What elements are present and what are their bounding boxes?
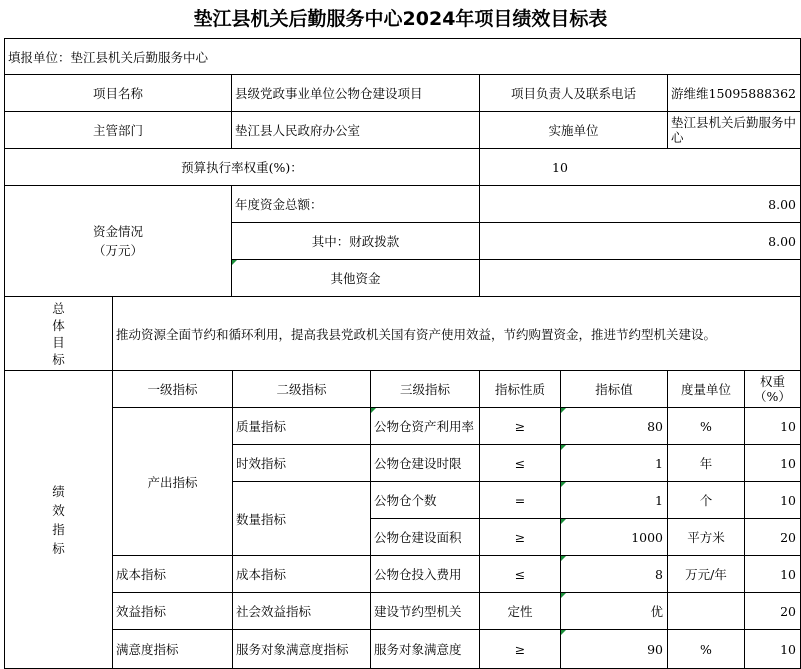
header-value: 指标值 (561, 371, 668, 408)
funds-other-value (480, 260, 801, 297)
impl-value: 垫江县机关后勤服务中心 (668, 112, 801, 149)
goal-label-char: 体 (52, 317, 65, 333)
indicator-value: 1 (561, 445, 668, 482)
indicator-unit: 平方米 (668, 519, 745, 556)
page-title: 垫江县机关后勤服务中心2024年项目绩效目标表 (193, 8, 608, 30)
indicator-unit: % (668, 630, 745, 669)
group-time: 时效指标 (233, 445, 371, 482)
header-level2: 二级指标 (233, 371, 371, 408)
indicator-value: 80 (561, 408, 668, 445)
funds-label-line2: （万元） (92, 243, 143, 258)
indicator-nature: ≥ (480, 630, 561, 669)
owner-value: 游维维15095888362 (668, 75, 801, 112)
header-unit: 度量单位 (668, 371, 745, 408)
funds-total-value: 8.00 (480, 186, 801, 223)
funds-fiscal-label: 其中：财政拨款 (232, 223, 480, 260)
goal-label (4, 297, 113, 371)
indicator-nature: ≥ (480, 519, 561, 556)
indicator-weight: 10 (745, 445, 801, 482)
header-weight: 权重（%） (745, 371, 801, 408)
group-output: 产出指标 (113, 408, 233, 556)
perf-label-char: 效 (52, 502, 65, 518)
indicator-name: 公物仓资产利用率 (371, 408, 480, 445)
group-quality: 质量指标 (233, 408, 371, 445)
budget-weight-value (480, 149, 801, 186)
indicator-nature: ≥ (480, 408, 561, 445)
funds-total-label: 年度资金总额： (232, 186, 480, 223)
group-satisfaction-level2: 服务对象满意度指标 (233, 630, 371, 669)
funds-other-label: 其他资金 (232, 260, 480, 297)
reporting-unit: 填报单位：垫江县机关后勤服务中心 (4, 38, 801, 75)
indicator-weight: 10 (745, 408, 801, 445)
indicator-unit: 个 (668, 482, 745, 519)
goal-label-char: 标 (52, 351, 65, 367)
impl-label: 实施单位 (480, 112, 668, 149)
indicator-weight: 20 (745, 593, 801, 630)
funds-label (4, 186, 232, 297)
indicator-name: 公物仓个数 (371, 482, 480, 519)
group-cost-level2: 成本指标 (233, 556, 371, 593)
group-satisfaction-level1: 满意度指标 (113, 630, 233, 669)
perf-label (4, 371, 113, 669)
indicator-value: 优 (561, 593, 668, 630)
budget-weight-number: 10 (552, 159, 568, 175)
dept-value: 垫江县人民政府办公室 (232, 112, 480, 149)
goal-label-char: 目 (52, 334, 65, 350)
indicator-weight: 10 (745, 630, 801, 669)
indicator-nature: = (480, 482, 561, 519)
indicator-name: 公物仓建设时限 (371, 445, 480, 482)
indicator-name: 建设节约型机关 (371, 593, 480, 630)
group-benefit-level2: 社会效益指标 (233, 593, 371, 630)
header-level1: 一级指标 (113, 371, 233, 408)
indicator-name: 公物仓建设面积 (371, 519, 480, 556)
indicator-unit: 万元/年 (668, 556, 745, 593)
indicator-unit (668, 593, 745, 630)
perf-label-char: 绩 (52, 483, 65, 499)
indicator-nature: ≤ (480, 445, 561, 482)
indicator-name: 服务对象满意度 (371, 630, 480, 669)
budget-weight-label: 预算执行率权重(%)： (4, 149, 480, 186)
funds-label-line1: 资金情况 (92, 224, 143, 239)
goal-label-char: 总 (52, 300, 65, 316)
goal-text: 推动资源全面节约和循环利用，提高我县党政机关国有资产使用效益，节约购置资金，推进节约型机关建设。 (113, 297, 801, 371)
group-quantity: 数量指标 (233, 482, 371, 556)
funds-fiscal-value: 8.00 (480, 223, 801, 260)
indicator-value: 1000 (561, 519, 668, 556)
indicator-value: 1 (561, 482, 668, 519)
project-name-value: 县级党政事业单位公物仓建设项目 (232, 75, 480, 112)
header-nature: 指标性质 (480, 371, 561, 408)
indicator-weight: 10 (745, 482, 801, 519)
group-cost-level1: 成本指标 (113, 556, 233, 593)
indicator-nature: ≤ (480, 556, 561, 593)
project-name-label: 项目名称 (4, 75, 232, 112)
indicator-unit: % (668, 408, 745, 445)
group-benefit-level1: 效益指标 (113, 593, 233, 630)
header-level3: 三级指标 (371, 371, 480, 408)
indicator-name: 公物仓投入费用 (371, 556, 480, 593)
indicator-nature: 定性 (480, 593, 561, 630)
indicator-weight: 20 (745, 519, 801, 556)
indicator-value: 90 (561, 630, 668, 669)
indicator-weight: 10 (745, 556, 801, 593)
indicator-unit: 年 (668, 445, 745, 482)
dept-label: 主管部门 (4, 112, 232, 149)
indicator-value: 8 (561, 556, 668, 593)
perf-label-char: 指 (52, 521, 65, 537)
perf-label-char: 标 (52, 540, 65, 556)
owner-label: 项目负责人及联系电话 (480, 75, 668, 112)
